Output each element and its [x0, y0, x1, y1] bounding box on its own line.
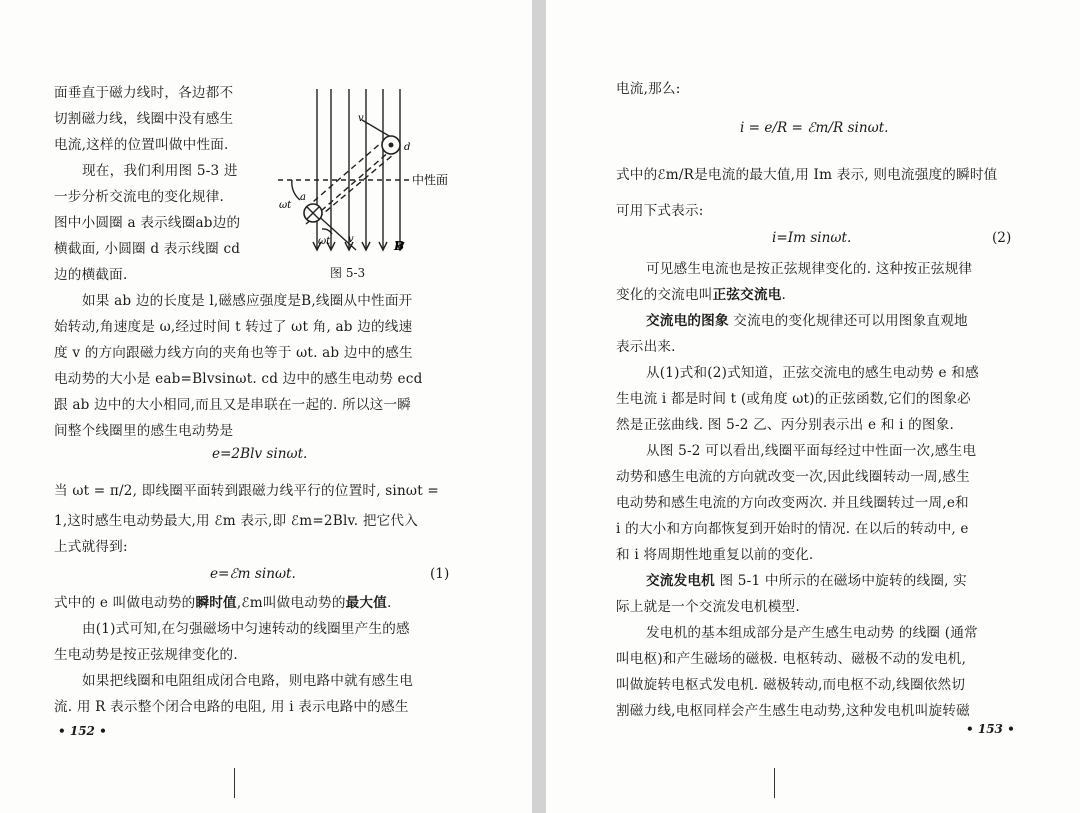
text-line: 电流,这样的位置叫做中性面. — [54, 137, 229, 153]
section-heading: 交流电的图象 — [646, 313, 729, 329]
text-line: 图中小圆圈 a 表示线圈ab边的 — [54, 215, 241, 231]
text-line: 横截面, 小圆圈 d 表示线圈 cd — [54, 241, 241, 257]
text-line: 间整个线圈里的感生电动势是 — [54, 423, 234, 439]
text-line — [54, 590, 392, 617]
text-span: 图 5-1 中所示的在磁场中旋转的线圈, 实 — [714, 573, 967, 589]
page-number: • 153 • — [966, 722, 1015, 736]
text-line: 叫做旋转电枢式发电机. 磁极转动,而电枢不动,线圈依然切 — [616, 677, 966, 693]
text-line: 然是正弦曲线. 图 5-2 乙、丙分别表示出 e 和 i 的图象. — [616, 417, 955, 433]
text-line: 可见感生电流也是按正弦规律变化的. 这种按正弦规律 — [646, 261, 973, 277]
text-span: 式中的 e 叫做电动势的 — [54, 595, 196, 611]
text-span: 交流电的变化规律还可以用图象直观地 — [728, 313, 968, 329]
page-number: • 152 • — [58, 724, 107, 738]
label-wt1: ωt — [279, 200, 292, 211]
bold-term: 正弦交流电 — [712, 287, 782, 303]
text-line: 当 ωt = π/2, 即线圈平面转到跟磁力线平行的位置时, sinωt = — [54, 483, 439, 499]
text-line: 面垂直于磁力线时，各边都不 — [54, 85, 234, 101]
text-line: 表示出来. — [616, 339, 676, 355]
label-v2: v — [348, 234, 354, 245]
text-line: 边的横截面. — [54, 267, 128, 283]
text-line: 生电动势是按正弦规律变化的. — [54, 647, 238, 663]
label-v1: v — [358, 113, 364, 124]
gutter — [532, 0, 546, 813]
text-line: 跟 ab 边中的大小相同,而且又是串联在一起的. 所以这一瞬 — [54, 397, 412, 413]
text-line: 从(1)式和(2)式知道，正弦交流电的感生电动势 e 和感 — [646, 365, 979, 381]
text-line: 由(1)式可知,在匀强磁场中匀速转动的线圈里产生的感 — [82, 621, 410, 637]
text-line: 和 i 将周期性地重复以前的变化. — [616, 547, 814, 563]
equation: i = e/R = ℰm/R sinωt. — [740, 120, 889, 136]
right-page — [546, 0, 1080, 813]
scan-mark — [234, 768, 235, 798]
text-span: ,ℰm叫做电动势的 — [236, 595, 346, 611]
text-line: 生电流 i 都是时间 t (或角度 ωt)的正弦函数,它们的图象必 — [616, 391, 971, 407]
text-line: 如果 ab 边的长度是 l,磁感应强度是B,线圈从中性面开 — [82, 293, 413, 309]
text-line: 从图 5-2 可以看出,线圈平面每经过中性面一次,感生电 — [646, 443, 977, 459]
text-line: 电动势和感生电流的方向改变两次. 并且线圈转过一周,e和 — [616, 495, 969, 511]
text-line: 发电机的基本组成部分是产生感生电动势 的线圈 (通常 — [646, 625, 978, 641]
left-page — [0, 0, 532, 813]
text-line: i 的大小和方向都恢复到开始时的情况. 在以后的转动中, e — [616, 521, 969, 537]
section-heading: 交流发电机 — [646, 573, 715, 589]
equation: e=2Blv sinωt. — [212, 446, 308, 462]
text-line — [616, 282, 786, 309]
text-line: 如果把线圈和电阻组成闭合电路，则电路中就有感生电 — [82, 673, 414, 689]
text-line: 动势和感生电流的方向就改变一次,因此线圈转动一周,感生 — [616, 469, 970, 485]
text-span: . — [387, 595, 392, 611]
text-span: 变化的交流电叫 — [616, 287, 713, 303]
text-line: 可用下式表示: — [616, 203, 704, 219]
text-line: 际上就是一个交流发电机模型. — [616, 599, 800, 615]
equation-2: i=Im sinωt. — [772, 230, 852, 246]
label-d: d — [404, 142, 411, 153]
text-line: 割磁力线,电枢同样会产生感生电动势,这种发电机叫旋转磁 — [616, 703, 970, 719]
text-line: 现在，我们利用图 5-3 进 — [82, 163, 238, 179]
text-span: . — [781, 287, 787, 303]
text-line — [646, 568, 967, 595]
text-line: 一步分析交流电的变化规律. — [54, 189, 225, 205]
equation-1: e=ℰm sinωt. — [210, 566, 296, 582]
figure-5-3 — [270, 84, 470, 279]
figure-caption: 图 5-3 — [330, 266, 366, 280]
text-line: 叫电枢)和产生磁场的磁极. 电枢转动、磁极不动的发电机, — [616, 651, 967, 667]
text-line: 上式就得到: — [54, 539, 128, 555]
label-B: B — [394, 239, 405, 253]
label-wt2: ωt — [318, 236, 331, 247]
text-line: 流. 用 R 表示整个闭合电路的电阻, 用 i 表示电路中的感生 — [54, 699, 409, 715]
text-line: 式中的ℰm/R是电流的最大值,用 Im 表示, 则电流强度的瞬时值 — [616, 167, 998, 183]
equation-number: (1) — [430, 566, 450, 582]
text-line — [646, 308, 968, 335]
neutral-plane-label: 中性面 — [412, 173, 449, 187]
bold-term: 瞬时值 — [195, 595, 237, 611]
text-line: 切割磁力线，线圈中没有感生 — [54, 111, 234, 127]
label-a: a — [300, 192, 306, 203]
text-line: 1,这时感生电动势最大,用 ℰm 表示,即 ℰm=2Blv. 把它代入 — [54, 513, 418, 529]
text-line: 电动势的大小是 eab=Blvsinωt. cd 边中的感生电动势 ecd — [54, 371, 423, 387]
text-line: 电流,那么: — [616, 81, 681, 97]
bold-term: 最大值 — [345, 595, 388, 611]
text-line: 度 v 的方向跟磁力线方向的夹角也等于 ωt. ab 边中的感生 — [54, 345, 413, 361]
scan-mark — [774, 768, 775, 798]
text-line: 始转动,角速度是 ω,经过时间 t 转过了 ωt 角, ab 边的线速 — [54, 319, 413, 335]
equation-number: (2) — [992, 230, 1012, 246]
